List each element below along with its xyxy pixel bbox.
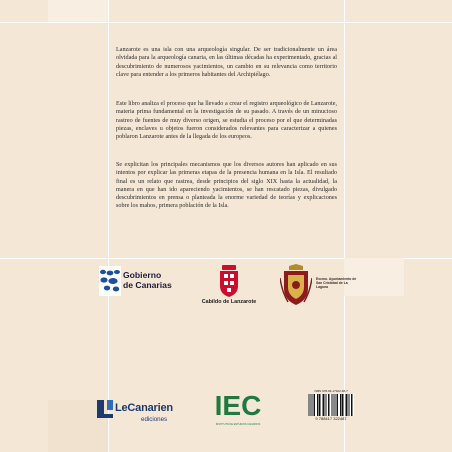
- paragraph-text: Este libro analiza el proceso que ha llevado a crear el registro arqueológico de Lanzarote, materia prima fundamental en la investigación de su pasado. A través de un minucioso rastreo de fuentes de muy diverso origen, se estudia el proceso por el que determinadas piezas, enclaves u objetos fueron considerados relevantes para caracterizar a quienes poblaron Lanzarote antes de la llegada de los europeos.: [116, 101, 337, 141]
- iec-mark-text: IEC: [214, 390, 262, 421]
- ayuntamiento-line-1: Excmo. Ayuntamiento de: [316, 277, 357, 281]
- barcode-bars: [308, 394, 354, 416]
- ayuntamiento-line-2: San Cristóbal de La Laguna: [316, 281, 348, 290]
- cabildo-de-lanzarote-logo: [188, 264, 270, 308]
- cabildo-shield-icon: [188, 264, 270, 298]
- synopsis-paragraph-3: [116, 161, 337, 211]
- iec-mark-icon: [207, 386, 269, 422]
- barcode-number: 9 788417 322487: [315, 416, 347, 421]
- paragraph-text: Lanzarote es una isla con una arqueología singular. De ser tradicionalmente un área olvidada para la arqueología canaria, en las últimas décadas ha experimentado, gracias al descubrimiento de numerosos yacimientos, un cambio en su relevancia como territorio clave para entender a los primeros habitantes del Archipiélago.: [116, 47, 337, 78]
- ayuntamiento-la-laguna-logo: [280, 264, 356, 308]
- synopsis-paragraph-2: [116, 100, 337, 141]
- lecanarien-name: LeCanarien: [115, 402, 173, 414]
- paragraph-text: Se explicitan los principales mecanismos que los diversos autores han aplicado en sus intentos por explicar las primeras etapas de la presencia humana en la Isla. El resultado final es un relato que rastrea, desde principios del siglo XIX hasta la actualidad, la manera en que han ido apareciendo yacimientos, se han rescatado piezas, divulgado descubrimientos en prensa o planteada la enorme variedad de teorías y explicaciones sobre los mahos, primera población de la Isla.: [116, 162, 337, 210]
- synopsis-paragraph-1: [116, 46, 337, 79]
- ayuntamiento-text: [316, 277, 358, 290]
- gobierno-line-2: de Canarias: [123, 279, 172, 290]
- gobierno-de-canarias-logo: [99, 266, 179, 304]
- background-tile: [48, 0, 108, 22]
- gobierno-line-1: Gobierno: [123, 270, 162, 280]
- lecanarien-mark-icon: [95, 398, 115, 420]
- isbn-label: ISBN 978-84-17322-48-7: [314, 389, 348, 393]
- iec-subtitle: INSTITUTO DE ESTUDIOS CANARIOS: [215, 423, 261, 426]
- lecanarien-subtitle: ediciones: [141, 416, 168, 423]
- gobierno-text: [123, 271, 172, 290]
- iec-logo: [207, 386, 269, 430]
- cabildo-label: Cabildo de Lanzarote: [201, 299, 257, 305]
- la-laguna-coat-of-arms-icon: [280, 264, 312, 308]
- isbn-barcode: [305, 389, 357, 422]
- lecanarien-ediciones-logo: [95, 394, 183, 430]
- canary-islands-emblem-icon: [99, 266, 121, 296]
